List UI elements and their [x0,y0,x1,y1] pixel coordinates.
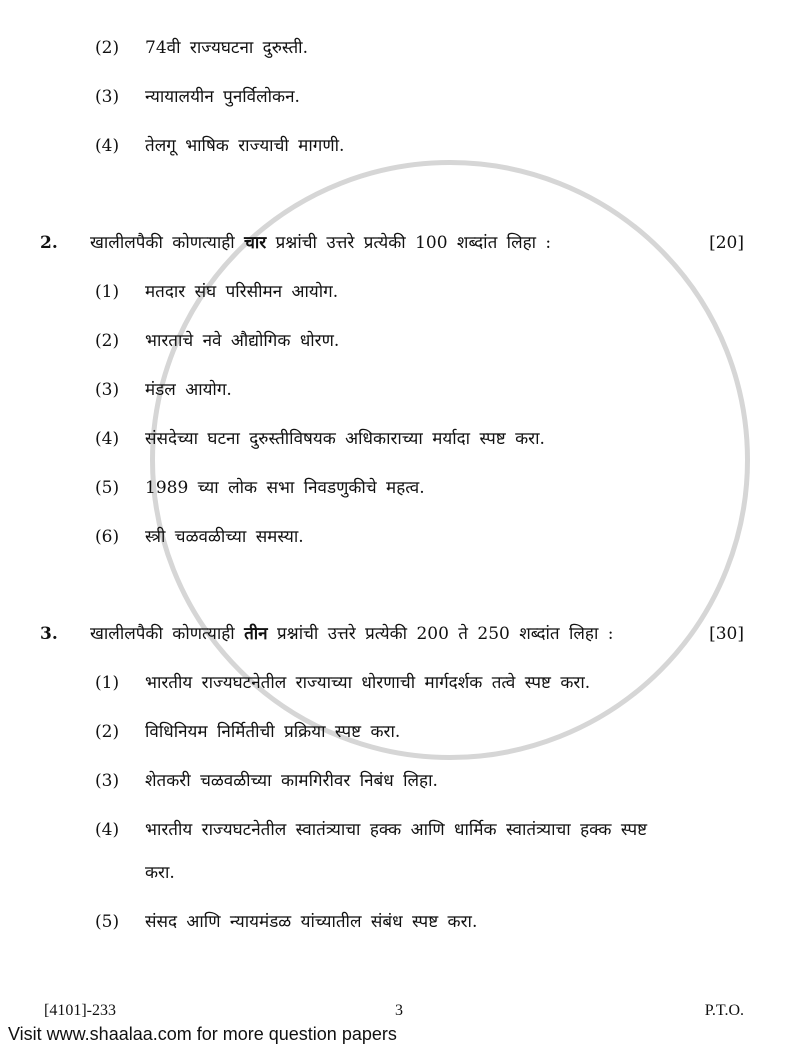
question-number: 3. [40,624,58,644]
item-text: संसदेच्या घटना दुरुस्तीविषयक अधिकाराच्या मर्यादा स्पष्ट करा. [145,429,545,449]
item-text: तेलगू भाषिक राज्याची मागणी. [145,136,345,156]
item-number: (5) [95,478,120,498]
item-text: 74वी राज्यघटना दुरुस्ती. [145,38,308,58]
page-number: 3 [395,1002,403,1019]
item-text: भारतीय राज्यघटनेतील स्वातंत्र्याचा हक्क आणि धार्मिक स्वातंत्र्याचा हक्क स्पष्ट [145,820,648,840]
item-text: 1989 च्या लोक सभा निवडणुकीचे महत्व. [145,478,425,498]
question-paper-body [0,37,800,960]
list-item [0,330,800,352]
question-2-heading [0,232,800,254]
item-number: (2) [95,38,120,58]
item-number: (3) [95,771,120,791]
item-text: विधिनियम निर्मितीची प्रक्रिया स्पष्ट करा. [145,722,401,742]
item-text: न्यायालयीन पुनर्विलोकन. [145,87,300,107]
item-text: संसद आणि न्यायमंडळ यांच्यातील संबंध स्पष्ट करा. [145,912,478,932]
question-number: 2. [40,233,58,253]
list-item [0,281,800,303]
list-item [0,86,800,108]
list-item [0,526,800,548]
list-item [0,770,800,792]
marks: [20] [709,233,744,253]
shaalaa-link[interactable]: Visit www.shaalaa.com for more question papers [8,1024,397,1044]
item-number: (5) [95,912,120,932]
question-3-heading [0,623,800,645]
item-number: (4) [95,136,120,156]
list-item [0,672,800,694]
list-item [0,428,800,450]
list-item [0,819,800,841]
item-number: (2) [95,722,120,742]
question-text: खालीलपैकी कोणत्याही तीन प्रश्नांची उत्तरे प्रत्येकी 200 ते 250 शब्दांत लिहा : [90,624,614,644]
item-number: (4) [95,429,120,449]
item-text: शेतकरी चळवळीच्या कामगिरीवर निबंध लिहा. [145,771,438,791]
item-text: मतदार संघ परिसीमन आयोग. [145,282,339,302]
list-item [0,135,800,157]
item-number: (1) [95,673,120,693]
marks: [30] [709,624,744,644]
item-text: भारतीय राज्यघटनेतील राज्याच्या धोरणाची मार्गदर्शक तत्वे स्पष्ट करा. [145,673,591,693]
list-item [0,721,800,743]
list-item [0,37,800,59]
spacer [0,575,800,623]
item-number: (6) [95,527,120,547]
pto-label: P.T.O. [704,1002,744,1019]
question-text: खालीलपैकी कोणत्याही चार प्रश्नांची उत्तरे प्रत्येकी 100 शब्दांत लिहा : [90,233,552,253]
item-text: मंडल आयोग. [145,380,232,400]
item-text: करा. [145,863,175,883]
item-number: (4) [95,820,120,840]
list-item [0,477,800,499]
item-number: (3) [95,87,120,107]
list-item [0,379,800,401]
spacer [0,184,800,232]
item-number: (2) [95,331,120,351]
item-number: (1) [95,282,120,302]
paper-code: [4101]-233 [44,1002,116,1019]
list-item-continuation [0,862,800,884]
item-number: (3) [95,380,120,400]
item-text: भारताचे नवे औद्योगिक धोरण. [145,331,340,351]
item-text: स्त्री चळवळीच्या समस्या. [145,527,304,547]
list-item [0,911,800,933]
